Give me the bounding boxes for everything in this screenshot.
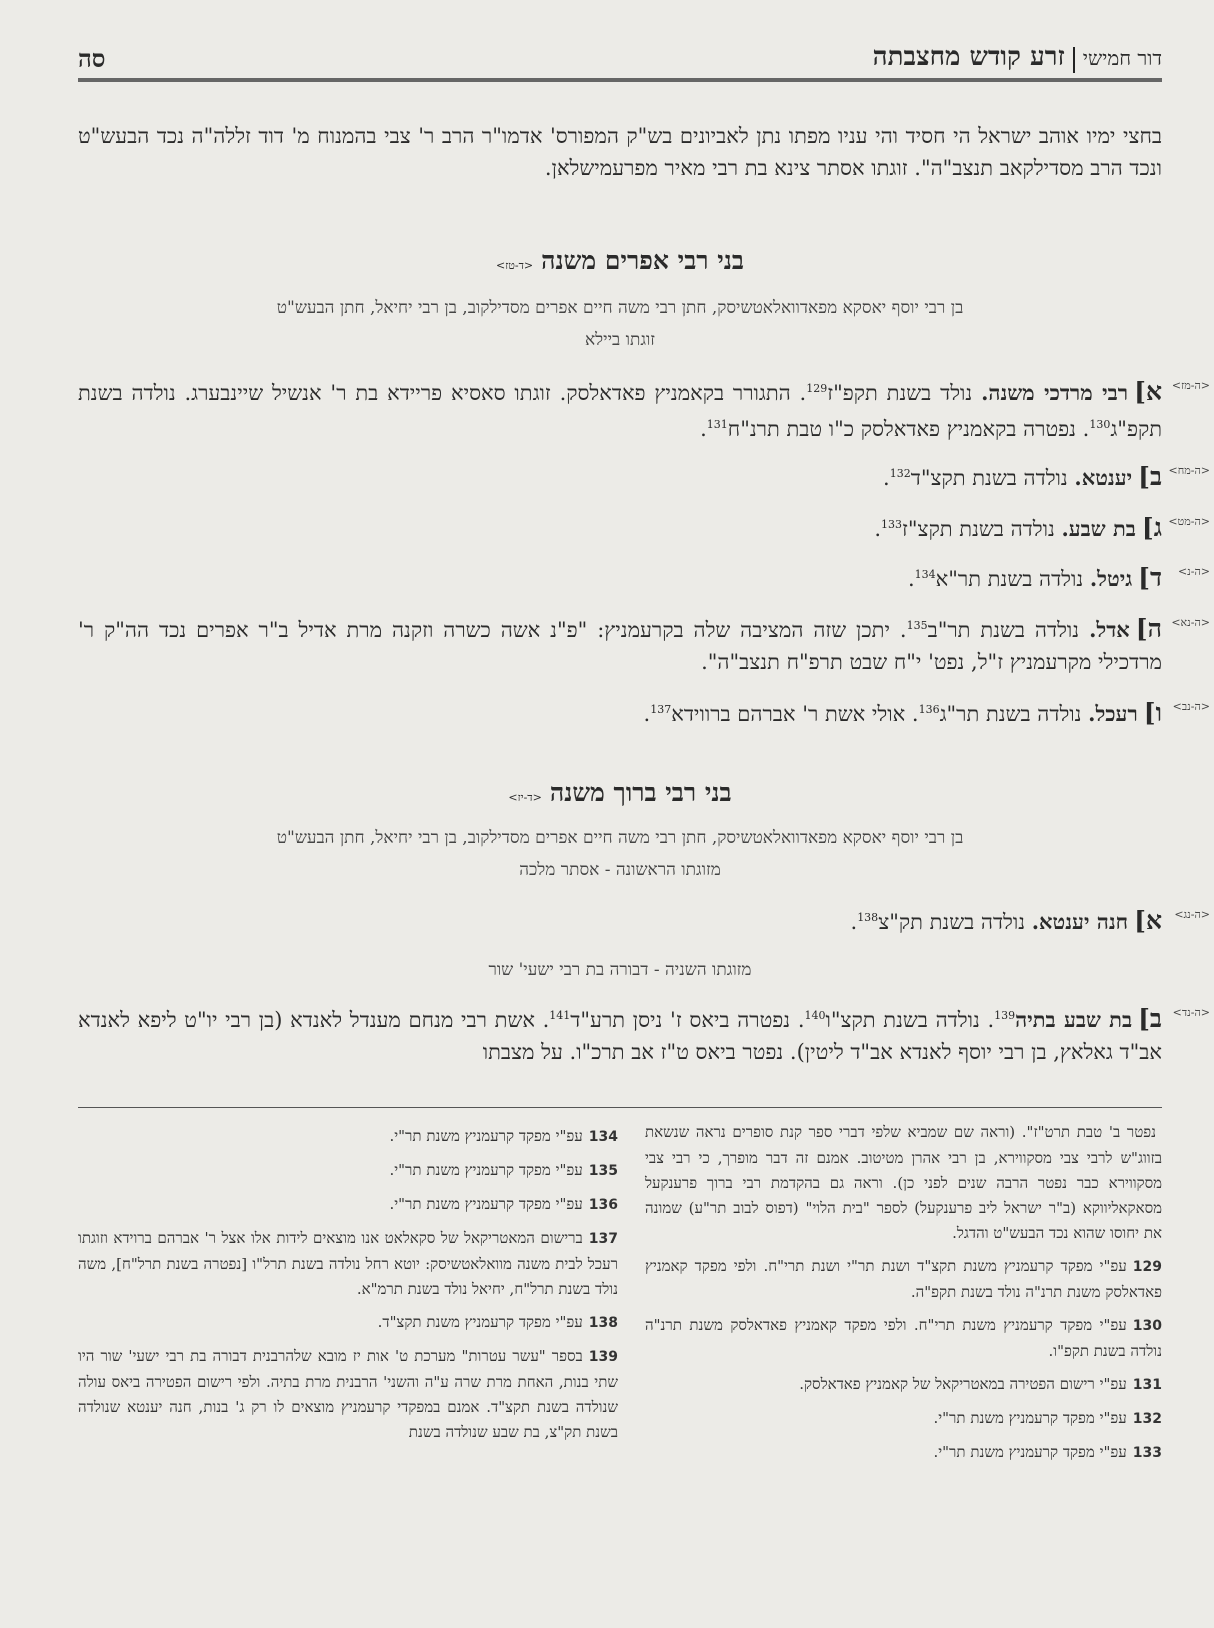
section-title-text: בני רבי ברוך משנה — [549, 778, 732, 807]
entry-ref: <ה-מז> — [1171, 379, 1210, 392]
footnote — [645, 1372, 1162, 1398]
entry-text: . אולי אשת ר' אברהם ברווידא — [671, 702, 919, 726]
entry-text: . נפטרה ביאס ז' ניסן תרע"ד — [570, 1008, 805, 1032]
footnote-text: עפ"י מפקד קרעמניץ משנת תקצ"ד. — [377, 1313, 583, 1331]
footnote-text: עפ"י מפקד קרעמניץ משנת תר"י. — [933, 1409, 1127, 1427]
section-subtitle-2a: בן רבי יוסף יאסקא מפאדוואלאטשיסק, חתן רבי משה חיים אפרים מסדילקוב, בן רבי יחיאל, חתן הבעש"ט — [276, 828, 964, 848]
footnote-text: בספר "עשר עטרות" מערכת ט' אות יז מובא שלהרבנית דבורה בת רבי ישעי' שור היו שתי בנות, האחת מרת שרה ע"ה והשני' הרבנית מרת בתיה. ולפי רישום הפטירה ביאס עולה שנולדה בשנת תקצ"ד. אמנם במפקדי קרעמניץ מוצאים לו רק ג' בנות, חנה יענטא שנולדה בשנת תק"צ, בת שבע שנולדה בשנת — [78, 1347, 618, 1441]
entry-text: . התגורר בקאמניץ פאדאלסק. זוגתו סאסיא פריידא בת ר' אנשיל שיינבערג. נולדה בשנת תקפ"ג — [78, 381, 1162, 441]
entry-text: . — [907, 567, 915, 591]
footnote-ref: 129 — [806, 382, 828, 395]
entry-text: . אשת רבי מנחם מענדל לאנדא (בן רבי יו"ט ליפא לאנדא אב"ד גאלאץ, בן רבי יוסף לאנדא אב"ד ליטין). נפטר ביאס ט"ז אב תרכ"ו. על מצבתו — [78, 1008, 1162, 1064]
entry-letter: ד] — [1138, 563, 1162, 592]
footnote-number: 132 — [1132, 1411, 1162, 1427]
entry-text: . — [700, 417, 707, 441]
entry-b — [78, 458, 1210, 494]
entry-text: נולד בשנת תקפ"ז — [827, 381, 982, 405]
section-subtitle-2c: מזוגתו השניה - דבורה בת רבי ישעי' שור — [488, 960, 752, 980]
entry-ref: <ה-נב> — [1172, 700, 1210, 713]
footnote-number: 129 — [1132, 1259, 1162, 1275]
footnote-number: 139 — [588, 1349, 618, 1365]
footnote-number: 130 — [1132, 1318, 1162, 1334]
footnote — [645, 1313, 1162, 1364]
footnote-ref: 135 — [906, 619, 928, 632]
footnote-number: 134 — [588, 1129, 618, 1145]
footnote-number: 135 — [588, 1163, 618, 1179]
section-ref: <ד-יז> — [508, 791, 542, 804]
footnote-text: עפ"י מפקד קרעמניץ משנת תקצ"ד ושנת תר"י ושנת תרי"ח. ולפי מפקד קאמניץ פאדאלסק משנת תרנ"ה נולד בשנת תקפ"ה. — [645, 1257, 1162, 1301]
entry-text: . — [883, 466, 890, 490]
footnote — [78, 1344, 618, 1445]
intro-paragraph: בחצי ימיו אוהב ישראל הי חסיד והי עניו מפתו נתן לאביונים בש"ק המפורס' אדמו"ר הרב ר' צבי בהמנוח מ' דוד זללה"ה נכד הבעש"ט ונכד הרב מסדילקאב תנצב"ה". זוגתו אסתר צינא בת רבי מאיר מפרעמישלאן. — [78, 124, 1162, 180]
footnote-ref: 141 — [549, 1009, 571, 1022]
page-number: סה — [78, 44, 106, 73]
footnote-ref: 138 — [857, 911, 879, 924]
header-title: זרע קודש מחצבתה — [872, 42, 1065, 72]
footnote-text: עפ"י רישום הפטירה במאטריקאל של קאמניץ פאדאלסק. — [799, 1375, 1127, 1393]
section-subtitle-1b: זוגתו ביילא — [584, 330, 656, 350]
entry-text: . — [643, 702, 651, 726]
entry-letter: ה] — [1135, 614, 1162, 643]
entry-text: . — [850, 910, 858, 934]
entry-text: . יתכן שזה המציבה שלה בקרעמניץ: "פ"נ אשה כשרה וזקנה מרת אדיל ב"ר אפרים נכד הה"ק ר' מרדכילי מקרעמניץ ז"ל, נפט' י"ח שבט תרפ"ח תנצב"ה". — [78, 618, 1162, 674]
entry-name: רעכל. — [1088, 701, 1138, 726]
entry-name: חנה יענטא. — [1031, 909, 1129, 934]
entry-letter: ב] — [1138, 1004, 1162, 1033]
footnote-number: 133 — [1132, 1445, 1162, 1461]
entry-name: גיטל. — [1089, 566, 1133, 591]
entry-text: . נפטרה בקאמניץ פאדאלסק כ"ו טבת תרנ"ח — [727, 417, 1090, 441]
footnote-number: 136 — [588, 1197, 618, 1213]
header-title-block — [873, 42, 1162, 73]
footnote — [645, 1254, 1162, 1305]
footnote-ref: 134 — [914, 568, 936, 581]
entry-d — [78, 559, 1210, 595]
footnote-ref: 133 — [881, 518, 903, 531]
entry-text: נולדה בשנת תק"צ — [878, 910, 1032, 934]
entry-text: . — [874, 517, 882, 541]
entry-letter: ג] — [1141, 513, 1162, 542]
entry-text: . נולדה בשנת תקצ"ו — [825, 1008, 995, 1032]
entry-c — [78, 509, 1210, 545]
section-title-2 — [78, 778, 1162, 808]
entry-text: נולדה בשנת תר"ג — [939, 702, 1089, 726]
entry-f — [78, 694, 1210, 730]
entry-e — [78, 610, 1210, 678]
footnote-ref: 136 — [918, 703, 940, 716]
entry-ref: <ה-נ> — [1177, 565, 1210, 578]
footnote — [645, 1440, 1162, 1466]
section-title-1 — [78, 246, 1162, 276]
footnote — [78, 1192, 618, 1218]
entry-text: נולדה בשנת תר"א — [935, 567, 1090, 591]
header-rule — [78, 78, 1162, 82]
entry-name: בת שבע. — [1061, 516, 1136, 541]
footnote-ref: 139 — [994, 1009, 1016, 1022]
section-ref: <ד-טז> — [495, 259, 534, 272]
footnote-rule — [78, 1107, 1162, 1108]
footnote-text: עפ"י מפקד קרעמניץ משנת תר"י. — [933, 1443, 1127, 1461]
entry-text: נולדה בשנת תקצ"ז — [902, 517, 1062, 541]
footnote-number: 131 — [1132, 1377, 1162, 1393]
entry-text: נולדה בשנת תר"ב — [927, 618, 1090, 642]
footnote — [78, 1310, 618, 1336]
header-separator — [1073, 47, 1075, 73]
footnote — [645, 1406, 1162, 1432]
footnote-number: 137 — [588, 1231, 618, 1247]
footnote-ref: 131 — [706, 418, 728, 431]
entry-text: נולדה בשנת תקצ"ד — [910, 466, 1075, 490]
entry-ref: <ה-נג> — [1174, 908, 1210, 921]
entry-ref: <ה-נד> — [1172, 1006, 1210, 1019]
entry-letter: א] — [1134, 377, 1162, 406]
entry-letter: א] — [1134, 906, 1162, 935]
footnote-number: 138 — [588, 1315, 618, 1331]
footnote-text: נפטר ב' טבת תרט"ז". (וראה שם שמביא שלפי דברי ספר קנת סופרים נראה שנשאת בזווג"ש לרבי צבי מסקווירא, בן רבי אהרן מטיטוב. אמנם זה דבר מופרך, כי רבי צבי מסקווירא כבר נפטר הרבה שנים לפני כן). וראה גם בהקדמת רבי ברוך פרענקעל מסאקאליווקא (ב"ר ישראל ליב פרענקעל) לספר "בית הלוי" (דפוס לבוב תר"ע) שמונה את יחוסו שהוא נכד הבעש"ט והדגל. — [645, 1123, 1162, 1242]
entry-name: רבי מרדכי משנה. — [981, 380, 1129, 405]
footnote-text: עפ"י מפקד קרעמניץ משנת תרי"ח. ולפי מפקד קאמניץ פאדאלסק משנת תרנ"ה נולדה בשנת תקפ"ו. — [645, 1316, 1162, 1360]
entry-name: יענטא. — [1074, 465, 1133, 490]
entry-letter: ב] — [1138, 462, 1162, 491]
footnote-ref: 132 — [889, 467, 911, 480]
footnote — [78, 1226, 618, 1302]
footnotes-right-column — [645, 1120, 1162, 1474]
entry-ref: <ה-נא> — [1171, 616, 1210, 629]
entry-ref: <ה-מח> — [1168, 464, 1210, 477]
section-subtitle-2b: מזוגתו הראשונה - אסתר מלכה — [519, 860, 721, 880]
footnote-ref: 140 — [804, 1009, 826, 1022]
footnote-text: עפ"י מפקד קרעמניץ משנת תר"י. — [389, 1127, 583, 1145]
entry-name: אדל. — [1089, 617, 1130, 642]
entry-h — [78, 1000, 1210, 1068]
footnote — [645, 1120, 1162, 1246]
footnote-text: עפ"י מפקד קרעמניץ משנת תר"י. — [389, 1195, 583, 1213]
section-subtitle-1a: בן רבי יוסף יאסקא מפאדוואלאטשיסק, חתן רבי משה חיים אפרים מסדילקוב, בן רבי יחיאל, חתן הבעש"ט — [276, 298, 964, 318]
entry-g — [78, 902, 1210, 938]
footnote-ref: 137 — [650, 703, 672, 716]
running-header — [78, 36, 1162, 80]
header-section: דור חמישי — [1082, 46, 1162, 70]
footnote-text: עפ"י מפקד קרעמניץ משנת תר"י. — [389, 1161, 583, 1179]
footnote-ref: 130 — [1089, 418, 1111, 431]
footnote — [78, 1158, 618, 1184]
footnote-text: ברישום המאטריקאל של סקאלאט אנו מוצאים לידות אלו אצל ר' אברהם ברוידא וזוגתו רעכל לבית משנה מוואלאטשיסק: יוטא רחל נולדה בשנת תרל"ו [נפטרה בשנת תרל"ח], משה נולד בשנת תרל"ח, יחיאל נולד בשנת תרמ"א. — [78, 1229, 618, 1298]
footnotes-left-column — [78, 1124, 618, 1453]
entry-letter: ו] — [1143, 698, 1162, 727]
entry-ref: <ה-מט> — [1168, 515, 1210, 528]
footnote — [78, 1124, 618, 1150]
section-title-text: בני רבי אפרים משנה — [541, 246, 744, 275]
entry-name: בת שבע בתיה — [1015, 1007, 1133, 1032]
entry-a — [78, 373, 1210, 445]
